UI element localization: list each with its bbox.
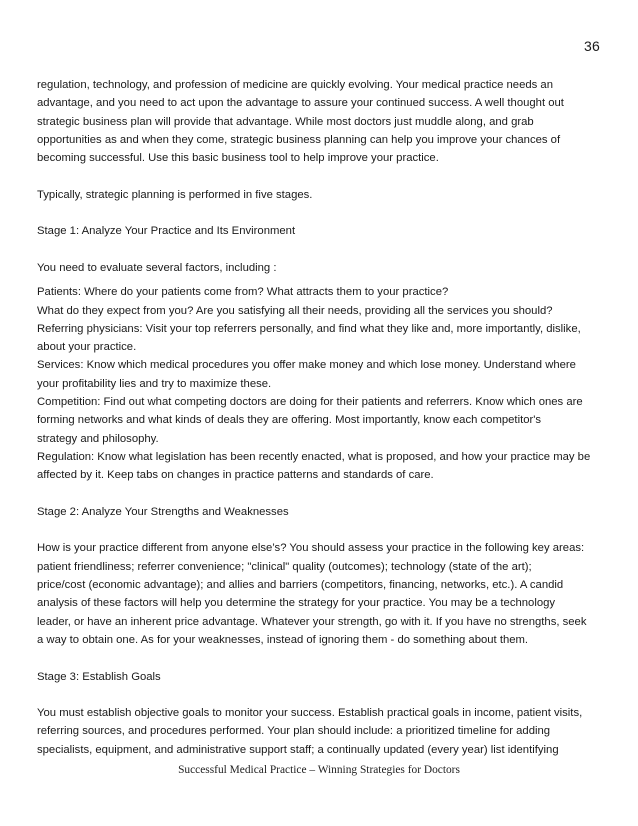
text-line: affected by it. Keep tabs on changes in practice patterns and standards of care. <box>37 469 434 482</box>
spacer <box>37 521 607 539</box>
spacer <box>37 649 607 667</box>
text-line: Services: Know which medical procedures you offer make money and which lose money. Understand where <box>37 359 576 372</box>
text-line: price/cost (economic advantage); and allies and barriers (competitors, financing, networks, etc.). A candid <box>37 579 564 592</box>
paragraph-evaluate-factors <box>37 259 607 277</box>
text-line: Regulation: Know what legislation has been recently enacted, what is proposed, and how your practice may be <box>37 450 591 463</box>
text-line: You need to evaluate several factors, including : <box>37 261 277 274</box>
text-line: about your practice. <box>37 341 137 354</box>
text-line: your profitability lies and try to maximize these. <box>37 377 272 390</box>
text-line: How is your practice different from anyone else’s? You should assess your practice in the following key areas: <box>37 542 585 555</box>
document-body <box>37 76 607 759</box>
stage-2-heading: Stage 2: Analyze Your Strengths and Weaknesses <box>37 505 289 518</box>
text-line: forming networks and what kinds of deals they are offering. Most importantly, know each competitor's <box>37 414 542 427</box>
spacer <box>37 686 607 704</box>
text-line: regulation, technology, and profession of medicine are quickly evolving. Your medical practice needs an <box>37 79 553 91</box>
stage-1-heading: Stage 1: Analyze Your Practice and Its Environment <box>37 225 296 238</box>
spacer <box>37 167 607 185</box>
paragraph-intro <box>37 76 607 167</box>
paragraph-strengths <box>37 539 607 649</box>
text-line: Typically, strategic planning is performed in five stages. <box>37 188 313 201</box>
text-line: advantage, and you need to act upon the advantage to assure your continued success. A well thought out <box>37 97 564 110</box>
paragraph-factors-list <box>37 283 607 484</box>
spacer <box>37 241 607 259</box>
paragraph-goals <box>37 704 607 759</box>
paragraph-five-stages <box>37 186 607 204</box>
text-line: Referring physicians: Visit your top referrers personally, and find what they like and, more importantly, dislike, <box>37 322 581 335</box>
text-line: becoming successful. Use this basic business tool to help improve your practice. <box>37 152 439 165</box>
spacer <box>37 204 607 222</box>
text-line: opportunities as and when they come, strategic business planning can help you improve your chances of <box>37 133 561 146</box>
text-line: strategic business plan will provide that advantage. While most doctors just muddle along, and grab <box>37 115 534 128</box>
text-line: specialists, equipment, and administrative support staff; a continually updated (every year) list identifying <box>37 743 559 756</box>
text-line: Patients: Where do your patients come from? What attracts them to your practice? <box>37 286 449 299</box>
text-line: analysis of these factors will help you determine the strategy for your practice. You may be a technology <box>37 597 556 610</box>
spacer <box>37 485 607 503</box>
text-line: leader, or have an inherent price advantage. Whatever your strength, go with it. If you have no strengths, seek <box>37 615 587 628</box>
text-line: You must establish objective goals to monitor your success. Establish practical goals in income, patient visits, <box>37 707 583 720</box>
stage-3-heading: Stage 3: Establish Goals <box>37 670 161 683</box>
text-line: patient friendliness; referrer convenience; "clinical" quality (outcomes); technology (state of the art); <box>37 560 532 573</box>
page-footer: Successful Medical Practice – Winning Strategies for Doctors <box>178 764 460 776</box>
text-line: Competition: Find out what competing doctors are doing for their patients and referrers. Know which ones are <box>37 396 583 409</box>
text-line: referring sources, and procedures performed. Your plan should include: a prioritized timeline for adding <box>37 725 551 738</box>
text-line: a way to obtain one. As for your weaknesses, instead of ignoring them - do something about them. <box>37 633 529 646</box>
page-number: 36 <box>584 38 600 54</box>
text-line: strategy and philosophy. <box>37 432 159 445</box>
text-line: What do they expect from you? Are you satisfying all their needs, providing all the services you should? <box>37 304 553 317</box>
